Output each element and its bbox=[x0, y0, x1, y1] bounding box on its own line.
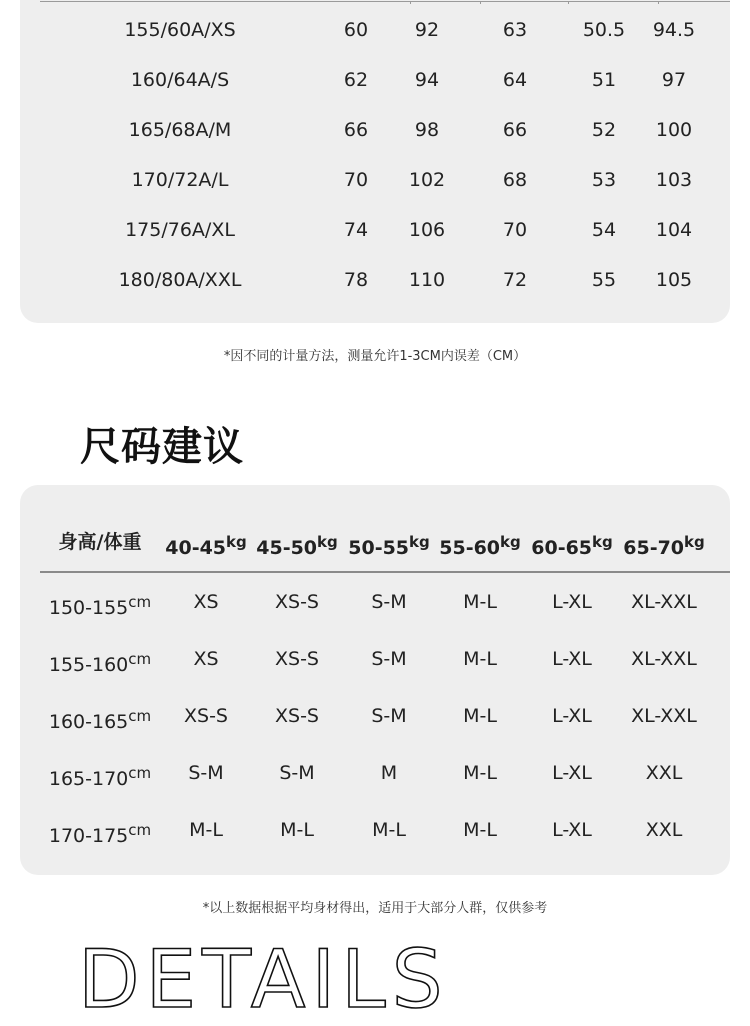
size-label-cell: 180/80A/XXL bbox=[118, 269, 242, 291]
measurement-cell: 100 bbox=[655, 119, 693, 141]
measurement-cell: 92 bbox=[414, 19, 440, 41]
size-cell: XXL bbox=[645, 819, 683, 841]
size-cell: XS bbox=[193, 648, 219, 670]
measurement-cell: 106 bbox=[408, 219, 446, 241]
size-row bbox=[20, 631, 730, 687]
size-cell: L-XL bbox=[552, 591, 592, 613]
size-cell: M-L bbox=[463, 819, 497, 841]
weight-range: 60-65 bbox=[531, 537, 593, 559]
height-cell bbox=[30, 745, 170, 801]
size-cell: XS-S bbox=[275, 648, 319, 670]
size-cell: XS-S bbox=[184, 705, 228, 727]
size-label-cell: 175/76A/XL bbox=[125, 219, 235, 241]
weight-header-cell bbox=[434, 520, 526, 564]
size-cell: XS bbox=[193, 591, 219, 613]
height-range: 155-160 bbox=[48, 654, 129, 676]
weight-unit: kg bbox=[500, 533, 521, 551]
size-row bbox=[20, 802, 730, 858]
measurement-cell: 66 bbox=[502, 119, 528, 141]
weight-header-cell bbox=[526, 520, 618, 564]
table-row bbox=[20, 155, 730, 205]
measurement-cell: 54 bbox=[591, 219, 617, 241]
weight-range: 50-55 bbox=[348, 537, 410, 559]
size-row bbox=[20, 574, 730, 630]
size-label-cell: 155/60A/XS bbox=[124, 19, 236, 41]
corner-header: 身高/体重 bbox=[58, 531, 142, 553]
measurement-cell: 64 bbox=[502, 69, 528, 91]
measurement-cell: 72 bbox=[502, 269, 528, 291]
measurement-cell: 94 bbox=[414, 69, 440, 91]
weight-range: 40-45 bbox=[165, 537, 227, 559]
weight-header-row bbox=[20, 520, 730, 564]
weight-header-cell bbox=[160, 520, 252, 564]
weight-unit: kg bbox=[317, 533, 338, 551]
height-unit: cm bbox=[128, 821, 152, 839]
table-top-rule bbox=[40, 1, 730, 2]
measurement-cell: 102 bbox=[408, 169, 446, 191]
section-title: 尺码建议 bbox=[80, 424, 244, 470]
size-cell: S-M bbox=[371, 591, 407, 613]
size-cell: M-L bbox=[280, 819, 314, 841]
height-range: 170-175 bbox=[48, 825, 129, 847]
weight-unit: kg bbox=[409, 533, 430, 551]
measurement-cell: 94.5 bbox=[652, 19, 696, 41]
measurement-cell: 70 bbox=[343, 169, 369, 191]
size-label-cell: 160/64A/S bbox=[130, 69, 230, 91]
measurement-cell: 51 bbox=[591, 69, 617, 91]
height-range: 150-155 bbox=[48, 597, 129, 619]
height-cell bbox=[30, 631, 170, 687]
size-cell: M-L bbox=[189, 819, 223, 841]
measurement-cell: 66 bbox=[343, 119, 369, 141]
measurement-cell: 68 bbox=[502, 169, 528, 191]
measurement-cell: 50.5 bbox=[582, 19, 626, 41]
size-cell: L-XL bbox=[552, 648, 592, 670]
recommendation-note: *以上数据根据平均身材得出，适用于大部分人群，仅供参考 bbox=[202, 901, 548, 916]
height-range: 165-170 bbox=[48, 768, 129, 790]
size-cell: S-M bbox=[279, 762, 315, 784]
table-row bbox=[20, 205, 730, 255]
height-cell bbox=[30, 688, 170, 744]
measurement-cell: 63 bbox=[502, 19, 528, 41]
size-cell: XXL bbox=[645, 762, 683, 784]
height-cell bbox=[30, 802, 170, 858]
measurement-cell: 105 bbox=[655, 269, 693, 291]
measurement-cell: 97 bbox=[661, 69, 687, 91]
height-unit: cm bbox=[128, 650, 152, 668]
measurement-cell: 60 bbox=[343, 19, 369, 41]
measurement-cell: 78 bbox=[343, 269, 369, 291]
height-unit: cm bbox=[128, 707, 152, 725]
size-cell: M-L bbox=[463, 762, 497, 784]
measurement-cell: 74 bbox=[343, 219, 369, 241]
height-unit: cm bbox=[128, 593, 152, 611]
size-cell: M bbox=[380, 762, 398, 784]
size-cell: XS-S bbox=[275, 591, 319, 613]
measurement-cell: 53 bbox=[591, 169, 617, 191]
table-row bbox=[20, 55, 730, 105]
size-cell: XS-S bbox=[275, 705, 319, 727]
height-range: 160-165 bbox=[48, 711, 129, 733]
size-label-cell: 170/72A/L bbox=[131, 169, 229, 191]
size-cell: L-XL bbox=[552, 762, 592, 784]
weight-range: 55-60 bbox=[439, 537, 501, 559]
height-unit: cm bbox=[128, 764, 152, 782]
height-cell bbox=[30, 574, 170, 630]
measurement-cell: 70 bbox=[502, 219, 528, 241]
measurement-cell: 110 bbox=[408, 269, 446, 291]
table-row bbox=[20, 5, 730, 55]
measurement-cell: 55 bbox=[591, 269, 617, 291]
weight-unit: kg bbox=[226, 533, 247, 551]
size-cell: S-M bbox=[188, 762, 224, 784]
measurement-cell: 103 bbox=[655, 169, 693, 191]
size-cell: M-L bbox=[372, 819, 406, 841]
measurement-cell: 104 bbox=[655, 219, 693, 241]
weight-unit: kg bbox=[592, 533, 613, 551]
weight-range: 65-70 bbox=[623, 537, 685, 559]
size-cell: L-XL bbox=[552, 705, 592, 727]
measurement-table-card bbox=[20, 0, 730, 323]
measurement-note: *因不同的计量方法，测量允许1-3CM内误差（CM） bbox=[223, 349, 527, 364]
table-row bbox=[20, 105, 730, 155]
size-cell: XL-XXL bbox=[631, 591, 697, 613]
measurement-cell: 98 bbox=[414, 119, 440, 141]
measurement-cell: 62 bbox=[343, 69, 369, 91]
size-cell: M-L bbox=[463, 648, 497, 670]
size-cell: L-XL bbox=[552, 819, 592, 841]
table-row bbox=[20, 255, 730, 305]
weight-header-cell bbox=[618, 520, 710, 564]
weight-header-cell bbox=[343, 520, 435, 564]
header-divider bbox=[40, 571, 730, 573]
size-cell: XL-XXL bbox=[631, 648, 697, 670]
size-row bbox=[20, 745, 730, 801]
details-heading: DETAILS bbox=[78, 933, 449, 1026]
size-cell: M-L bbox=[463, 705, 497, 727]
size-row bbox=[20, 688, 730, 744]
size-label-cell: 165/68A/M bbox=[128, 119, 232, 141]
size-cell: M-L bbox=[463, 591, 497, 613]
size-cell: XL-XXL bbox=[631, 705, 697, 727]
size-cell: S-M bbox=[371, 648, 407, 670]
weight-header-cell bbox=[251, 520, 343, 564]
weight-unit: kg bbox=[684, 533, 705, 551]
measurement-cell: 52 bbox=[591, 119, 617, 141]
size-cell: S-M bbox=[371, 705, 407, 727]
weight-range: 45-50 bbox=[256, 537, 318, 559]
